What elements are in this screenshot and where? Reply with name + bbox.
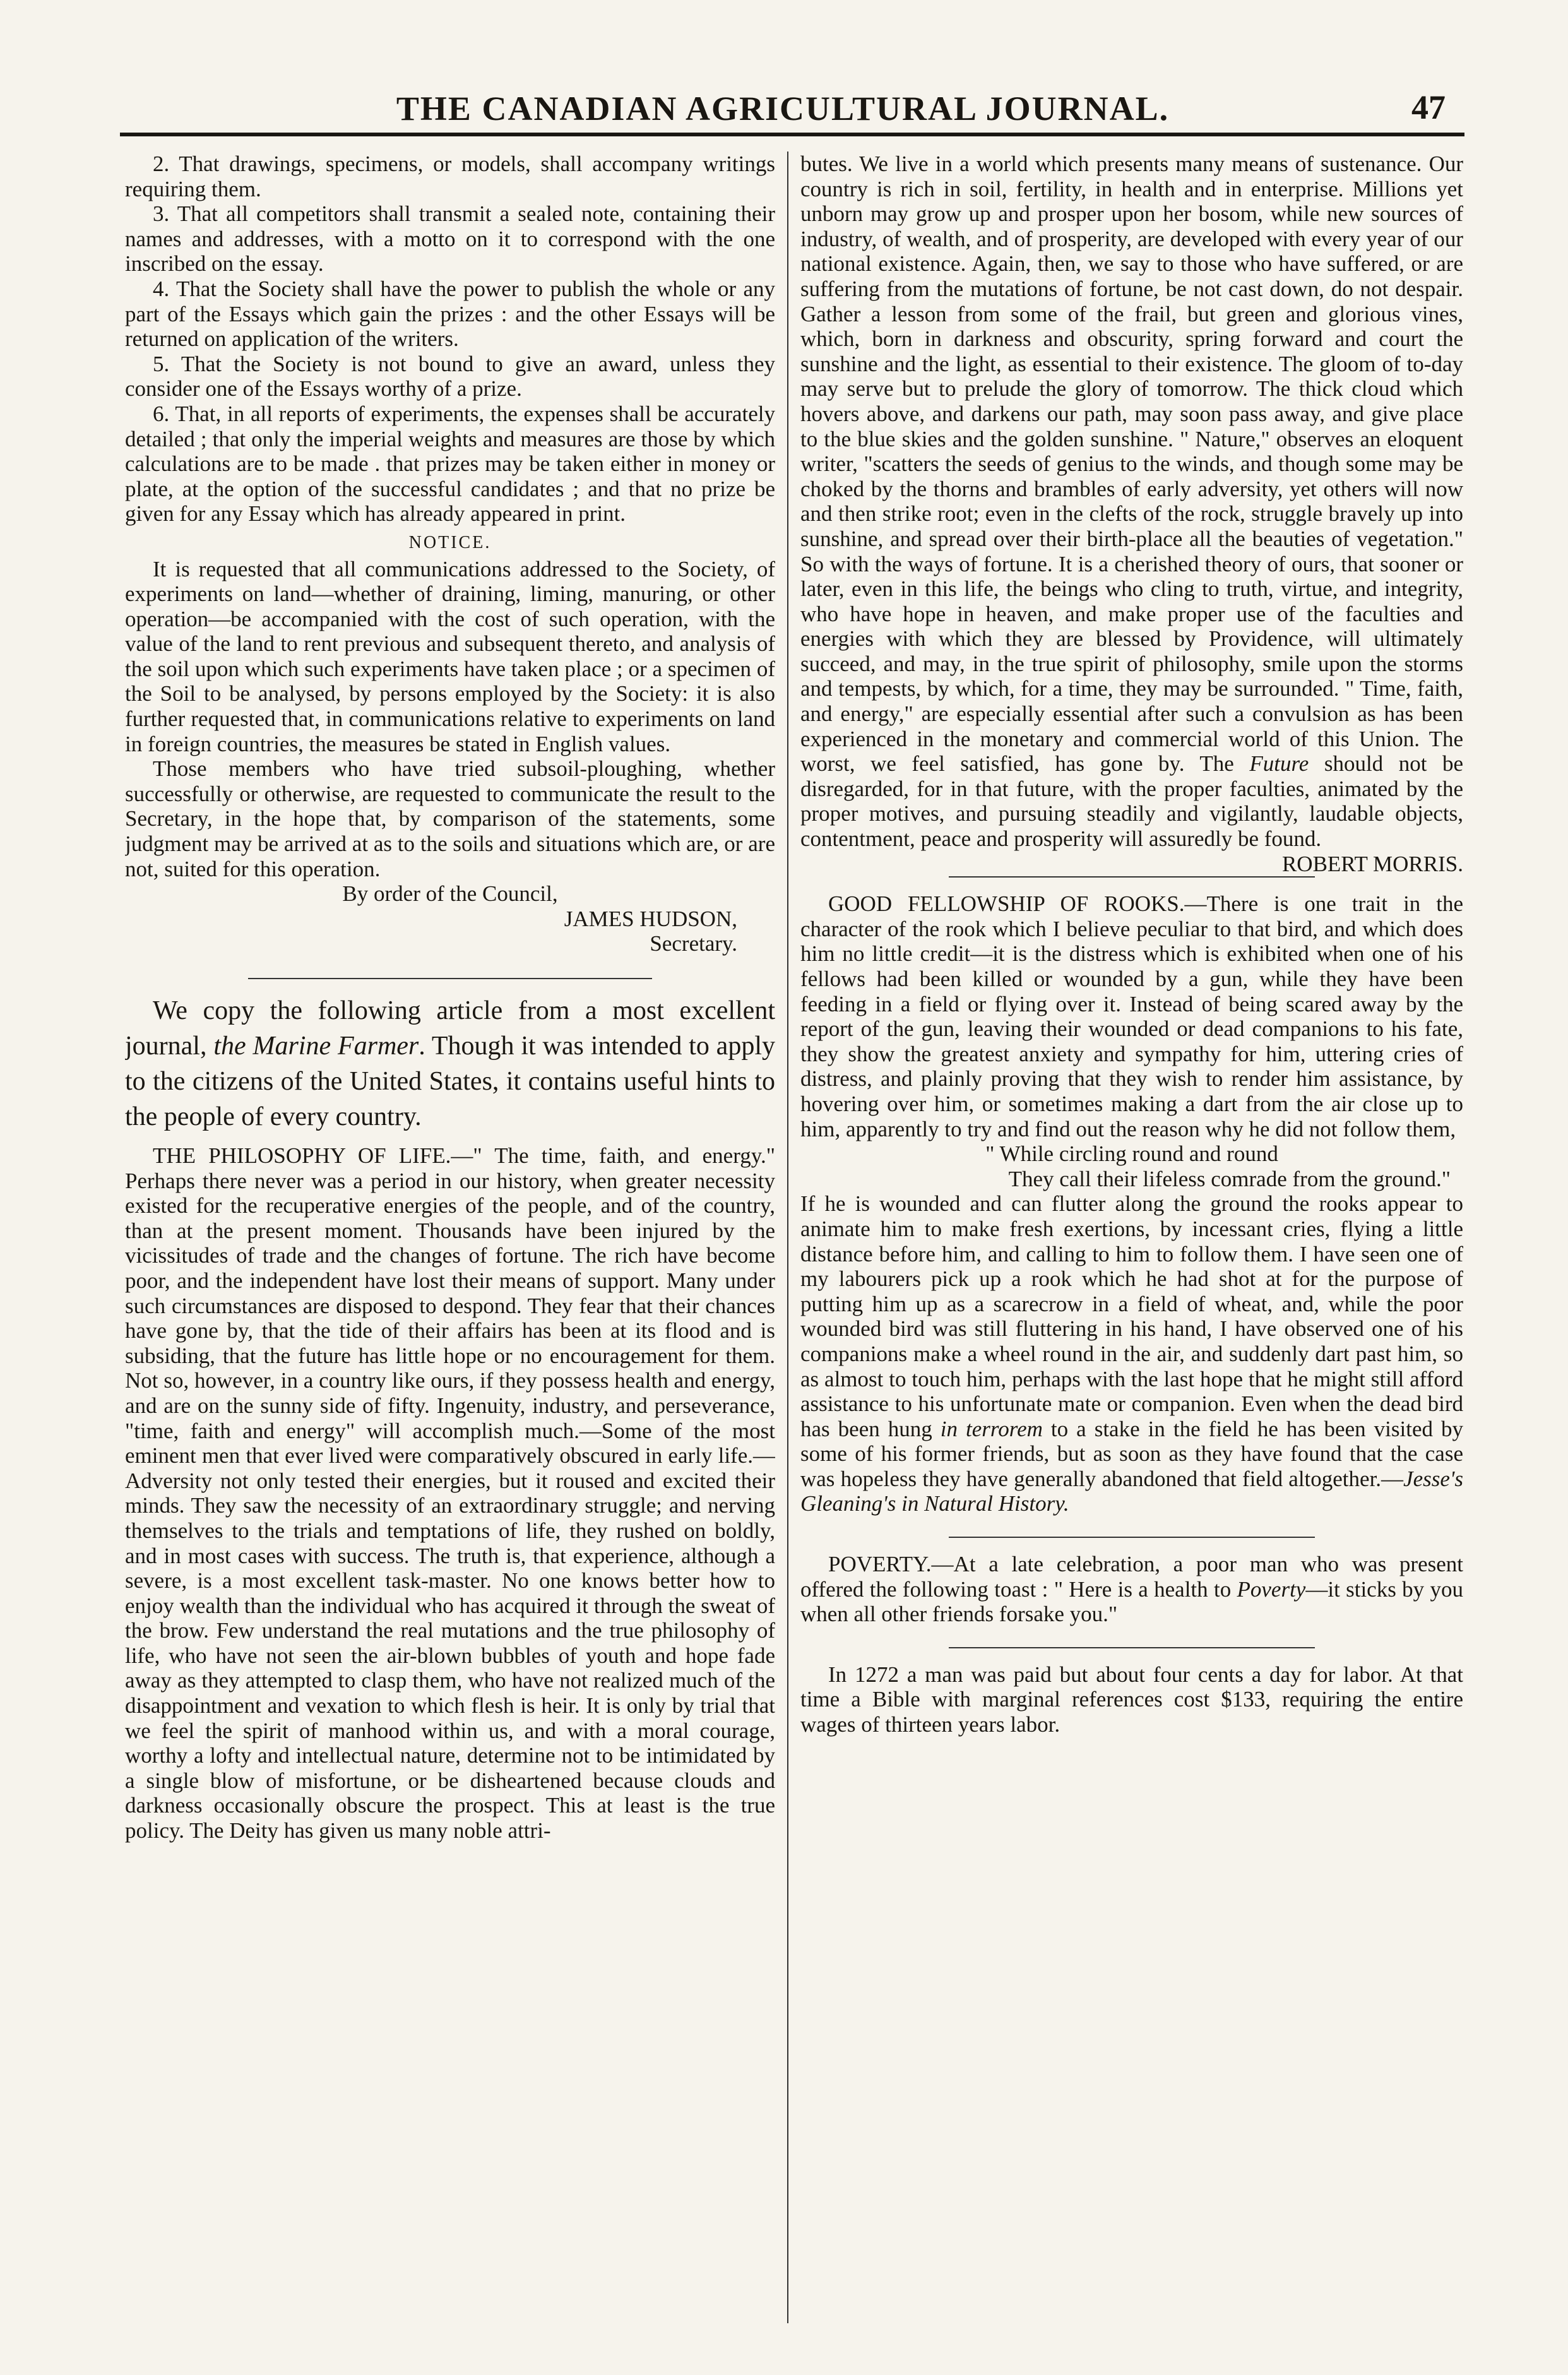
philosophy-author: ROBERT MORRIS. — [1281, 851, 1463, 876]
philosophy-end-text: should not be disregarded, for in that future, with the proper faculties, animated by the proper motives, and pursuing steadily and vigilantly, laudable objects, contentment, peace and prosperity will assuredly be found. — [800, 751, 1463, 852]
rooks-text-3: to a stake in the field he has been visited by some of his former friends, but as soon as they have found that the case was hopeless they have generally abandoned that field altogether.— — [800, 1416, 1463, 1491]
rooks-text: —There is one trait in the character of the rook which I believe peculiar to that bird, and which does him no little credit—it is the distress which is exhibited when one of his fellows had been killed or wounded by a gun, while they have been feeding in a field or flying over it. Instead of being scared away by the report of the gun, leaving their wounded or dead companions to his fate, they show the greatest anxiety and sympathy for him, uttering cries of distress, and plainly proving that they wish to render him assistance, by hovering over him, or sometimes making a dart from the air close up to him, apparently to try and find out the reason why he did not follow them, — [800, 891, 1463, 1141]
bible-paragraph: In 1272 a man was paid but about four cents a day for labor. At that time a Bible with marginal references cost $133, requiring the entire wages of thirteen years labor. — [800, 1662, 1463, 1737]
intro-text-b: . Though it was intended to apply to the citizens of the United States, it contains useful hints to the people of every country. — [125, 1032, 775, 1131]
section-rule-2 — [949, 876, 1315, 878]
notice-paragraph-1: It is requested that all communications addressed to the Society, of experiments on land—whether of draining, liming, manuring, or other operation—be accompanied with the cost of such operation, with the value of the land to rent previous and subsequent thereto, and analysis of the soil upon which such experiments have taken place ; or a specimen of the Soil to be analysed, by persons employed by the Society: it is also further requested that, in communications relative to experiments on land in foreign countries, the measures be stated in English values. — [125, 556, 775, 756]
signer-name: JAMES HUDSON, — [564, 906, 737, 931]
rooks-text-2: If he is wounded and can flutter along the ground the rooks appear to animate him to make fresh exertions, by incessant cries, flying a little distance before him, and calling to him to follow them. I have seen one of my labourers pick up a rook which he had shot at for the purpose of putting him up as a scarecrow in a field of wheat, and, while the poor wounded bird was still fluttering in his hand, I have observed one of his companions make a wheel round in the air, and suddenly dart past him, so as almost to touch him, perhaps with the last hope that he might still afford assistance to his unfortunate mate or companion. Even when the dead bird has been hung — [800, 1191, 1463, 1441]
notice-heading: NOTICE. — [408, 532, 492, 552]
poverty-text-b: —it sticks by you when all other friends forsake you." — [800, 1576, 1463, 1627]
philosophy-cont-text: butes. We live in a world which presents many means of sustenance. Our country is rich in soil, fertility, in health and in enterprise. Millions yet unborn may grow up and prosper upon her bosom, while new sources of industry, of wealth, and of prosperity, are developed with every year of our national existence. Again, then, we say to those who have suffered, or are suffering from the mutations of fortune, be not cast down, do not despair. Gather a lesson from some of the frail, but green and glorious vines, which, born in darkness and obscurity, spring forward and court the sunshine and the light, as essential to their existence. The gloom of to-day may serve but to prelude the glory of tomorrow. The thick cloud which hovers above, and darkens our path, may soon pass away, and give place to the blue skies and the golden sunshine. " Nature," observes an eloquent writer, "scatters the seeds of genius to the winds, and though some may be choked by the thorns and brambles of early adversity, yet others will now and then strike root; even in the clefts of the rock, struggle bravely up into sunshine, and spread over their birth-place all the beauties of vegetation." So with the ways of fortune. It is a cherished theory of ours, that sooner or later, even in this life, the beings who cling to truth, virtue, and integrity, who have hope in heaven, and make proper use of the faculties and energies with which they are blessed by Providence, will ultimately succeed, and may, in the true spirit of philosophy, smile upon the storms and tempests, by which, for a time, they may be surrounded. " Time, faith, and energy," are especially essential after such a convulsion as has been experienced in the monetary and commercial world of this Union. The worst, we feel satisfied, has gone by. The — [800, 152, 1463, 777]
poverty-paragraph — [800, 1552, 1463, 1627]
poverty-word: Poverty — [1237, 1576, 1306, 1602]
philosophy-title: THE PHILOSOPHY OF LIFE. — [153, 1143, 451, 1168]
section-rule-4 — [949, 1647, 1315, 1648]
rule-3: 3. That all competitors shall transmit a sealed note, containing their names and addresses, with a motto on it to correspond with the one inscribed on the essay. — [125, 201, 775, 277]
notice-paragraph-2: Those members who have tried subsoil-ploughing, whether successfully or otherwise, are requested to communicate the result to the Secretary, in the hope that, by comparison of the statements, some judgment may be arrived at as to the soils and situations which are, or are not, suited for this operation. — [125, 756, 775, 881]
intro-journal-name: the Marine Farmer — [213, 1032, 419, 1061]
section-rule — [248, 978, 652, 979]
intro-paragraph — [125, 993, 775, 1134]
future-word: Future — [1249, 751, 1309, 777]
rooks-paragraph — [800, 891, 1463, 1141]
intro-text-a: We copy the following article from a most excellent journal, — [125, 996, 775, 1061]
column-divider — [787, 152, 788, 2323]
signer-title: Secretary. — [650, 931, 737, 956]
rooks-paragraph-2 — [800, 1191, 1463, 1516]
philosophy-paragraph — [125, 1143, 775, 1843]
section-rule-3 — [949, 1537, 1315, 1538]
rule-2: 2. That drawings, specimens, or models, shall accompany writings requiring them. — [125, 152, 775, 201]
rooks-source: Jesse's Gleaning's in Natural History. — [800, 1466, 1463, 1516]
verse-line-2: They call their lifeless comrade from the ground." — [1008, 1166, 1451, 1191]
page-header — [120, 85, 1446, 136]
philosophy-continued — [800, 152, 1463, 876]
rule-5: 5. That the Society is not bound to give an award, unless they consider one of the Essays worthy of a prize. — [125, 351, 775, 402]
page-number: 47 — [1411, 88, 1446, 126]
verse-line-1: " While circling round and round — [985, 1141, 1278, 1167]
poverty-title: POVERTY. — [828, 1552, 932, 1577]
rule-4: 4. That the Society shall have the power to publish the whole or any part of the Essays which gain the prizes : and the other Essays will be returned on application of the writers. — [125, 276, 775, 352]
philosophy-text: —" The time, faith, and energy." Perhaps there never was a period in our history, when greater necessity existed for the recuperative energies of the people, and of the country, than at the present moment. Thousands have been injured by the vicissitudes of trade and the changes of fortune. The rich have become poor, and the independent have lost their means of support. Many under such circumstances are disposed to despond. They fear that their chances have gone by, that the tide of their affairs has been at its flood and is subsiding, that the future has little hope or no encouragement for them. Not so, however, in a country like ours, if they possess health and energy, and are on the sunny side of fifty. Ingenuity, industry, and perseverance, "time, faith and energy" will accomplish much.—Some of the most eminent men that ever lived were comparatively obscured in early life.—Adversity not only tested their energies, but it roused and excited their minds. They saw the necessity of an extraordinary struggle; and nerving themselves to the trials and temptations of life, they rushed on boldly, and in most cases with success. The truth is, that experience, although a severe, is a most excellent task-master. No one knows better how to enjoy wealth than the individual who has acquired it through the sweat of the brow. Few understand the real mutations and the true philosophy of life, who have not seen the air-blown bubbles of youth and hope fade away as they attempted to clasp them, who have not realized much of the disappointment and vexation to which flesh is heir. It is only by trial that we feel the spirit of manhood within us, and with a moral courage, worthy a lofty and intellectual nature, determine not to be intimidated by a single blow of misfortune, or be disheartened because clouds and darkness occasionally obscure the prospect. This at least is the true policy. The Deity has given us many noble attri- — [125, 1143, 775, 1843]
in-terrorem: in terrorem — [940, 1416, 1043, 1441]
right-column — [800, 152, 1463, 2324]
left-column — [125, 152, 775, 2324]
by-order: By order of the Council, — [342, 881, 558, 907]
rooks-title: GOOD FELLOWSHIP OF ROOKS. — [828, 891, 1185, 917]
poverty-text-a: —At a late celebration, a poor man who was present offered the following toast : " Here is a health to — [800, 1552, 1463, 1602]
running-title: THE CANADIAN AGRICULTURAL JOURNAL. — [396, 90, 1170, 128]
header-rule — [120, 133, 1464, 136]
rule-6: 6. That, in all reports of experiments, the expenses shall be accurately detailed ; that only the imperial weights and measures are those by which calculations are to be made . that prizes may be taken either in money or plate, at the option of the successful candidates ; and that no prize be given for any Essay which has already appeared in print. — [125, 401, 775, 527]
